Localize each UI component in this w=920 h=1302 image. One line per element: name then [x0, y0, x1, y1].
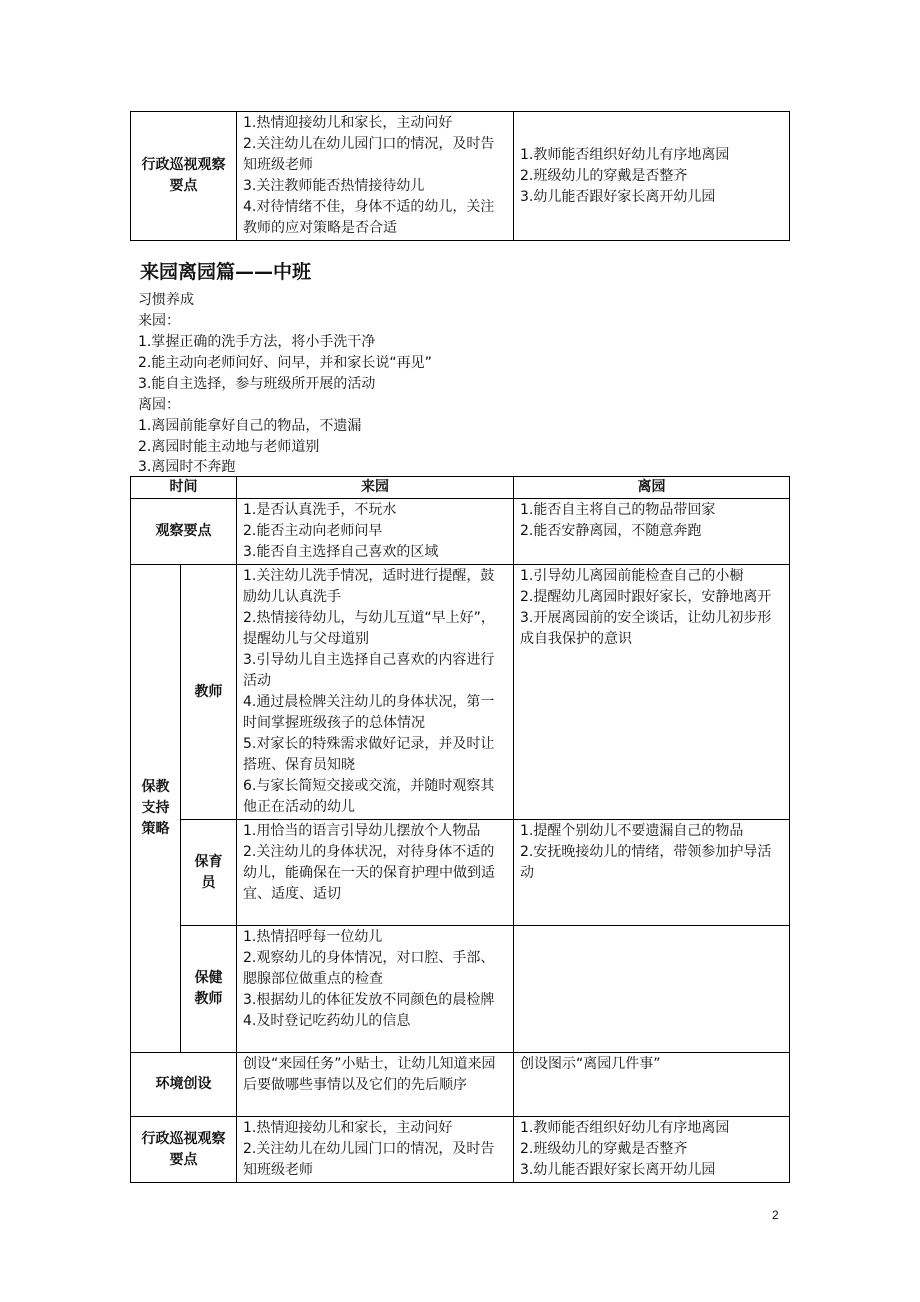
- list-item: 4.及时登记吃药幼儿的信息: [243, 1013, 411, 1029]
- nurse-label-text: 保育员: [194, 853, 223, 891]
- section-subtitle: 习惯养成: [138, 292, 194, 308]
- list-item: 1.引导幼儿离园前能检查自己的小橱: [520, 568, 744, 584]
- header-time: 时间: [131, 477, 237, 499]
- list-item: 2.班级幼儿的穿戴是否整齐: [520, 167, 688, 184]
- list-item: 1.教师能否组织好幼儿有序地离园: [520, 146, 730, 163]
- table-row: [131, 1117, 790, 1183]
- header-arrive: 来园: [237, 477, 514, 499]
- list-item: 3.开展离园前的安全谈话，让幼儿初步形成自我保护的意识: [520, 610, 772, 647]
- list-item: 3.能否自主选择自己喜欢的区域: [243, 544, 439, 560]
- health-label-text: 保健教师: [194, 970, 223, 1007]
- list-item: 2.关注幼儿的身体状况，对待身体不适的幼儿，能确保在一天的保育护理中做到适宜、适度、适切: [243, 844, 495, 902]
- list-item: 3.根据幼儿的体征发放不同颜色的晨检牌: [243, 992, 495, 1008]
- main-table: [130, 476, 790, 1183]
- list-item: 2.能否安静离园，不随意奔跑: [520, 523, 702, 539]
- teacher-leave-cell: [514, 565, 790, 820]
- list-item: 2.能主动向老师问好、问早，并和家长说“再见”: [138, 355, 432, 371]
- nurse-arrive-cell: [237, 820, 514, 926]
- support-label-text: 保教支持策略: [141, 779, 170, 837]
- support-label: [131, 565, 181, 1053]
- environment-label: 环境创设: [131, 1053, 237, 1117]
- list-item: 3.能自主选择，参与班级所开展的活动: [138, 376, 376, 392]
- list-item: 2.离园时能主动地与老师道别: [138, 439, 320, 455]
- list-item: 2.提醒幼儿离园时跟好家长，安静地离开: [520, 589, 772, 605]
- section-title: 来园离园篇——中班: [140, 261, 312, 283]
- list-item: 2.观察幼儿的身体情况，对口腔、手部、腮腺部位做重点的检查: [243, 950, 495, 987]
- list-item: 3.幼儿能否跟好家长离开幼儿园: [520, 1162, 716, 1178]
- leave-label: 离园：: [138, 397, 180, 413]
- inspect-leave-cell: [514, 1117, 790, 1183]
- nurse-leave-cell: [514, 820, 790, 926]
- inspect-label-text: 行政巡视观察要点: [141, 1130, 226, 1168]
- arrive-label: 来园：: [138, 313, 180, 329]
- list-item: 4.对待情绪不佳，身体不适的幼儿，关注教师的应对策略是否合适: [243, 199, 495, 236]
- list-item: 1.能否自主将自己的物品带回家: [520, 502, 716, 518]
- list-item: 3.离园时不奔跑: [138, 459, 236, 475]
- label-text: 行政巡视观察要点: [141, 157, 226, 194]
- table-row: [131, 499, 790, 565]
- observe-leave-cell: [514, 499, 790, 565]
- row-label: [131, 112, 237, 241]
- environment-leave-cell: 创设图示“离园几件事”: [514, 1053, 790, 1117]
- list-item: 1.热情招呼每一位幼儿: [243, 929, 383, 945]
- list-item: 1.热情迎接幼儿和家长，主动问好: [243, 1120, 453, 1136]
- list-item: 3.关注教师能否热情接待幼儿: [243, 178, 425, 194]
- top-inspection-table: [130, 111, 790, 241]
- list-item: 1.教师能否组织好幼儿有序地离园: [520, 1120, 730, 1136]
- list-item: 1.掌握正确的洗手方法，将小手洗干净: [138, 334, 376, 350]
- page-number: 2: [772, 1208, 779, 1222]
- list-item: 5.对家长的特殊需求做好记录，并及时让搭班、保育员知晓: [243, 736, 495, 773]
- list-item: 6.与家长简短交接或交流，并随时观察其他正在活动的幼儿: [243, 778, 495, 815]
- list-item: 2.能否主动向老师问早: [243, 523, 383, 539]
- inspect-label: [131, 1117, 237, 1183]
- list-item: 2.班级幼儿的穿戴是否整齐: [520, 1141, 688, 1157]
- table-row: [131, 820, 790, 926]
- health-arrive-cell: [237, 926, 514, 1053]
- inspect-arrive-cell: [237, 1117, 514, 1183]
- list-item: 2.关注幼儿在幼儿园门口的情况，及时告知班级老师: [243, 1141, 495, 1178]
- health-label: [181, 926, 237, 1053]
- list-item: 3.幼儿能否跟好家长离开幼儿园: [520, 188, 716, 205]
- environment-arrive-cell: 创设“来园任务”小贴士，让幼儿知道来园后要做哪些事情以及它们的先后顺序: [237, 1053, 514, 1117]
- observe-arrive-cell: [237, 499, 514, 565]
- arrive-cell: [237, 112, 514, 241]
- leave-cell: [514, 112, 790, 241]
- list-item: 1.是否认真洗手，不玩水: [243, 502, 397, 518]
- observe-label: 观察要点: [131, 499, 237, 565]
- nurse-label: [181, 820, 237, 926]
- list-item: 4.通过晨检牌关注幼儿的身体状况，第一时间掌握班级孩子的总体情况: [243, 694, 495, 731]
- table-row: [131, 926, 790, 1053]
- list-item: 2.安抚晚接幼儿的情绪，带领参加护导活动: [520, 844, 772, 881]
- list-item: 2.热情接待幼儿，与幼儿互道“早上好”，提醒幼儿与父母道别: [243, 610, 495, 647]
- list-item: 1.提醒个别幼儿不要遗漏自己的物品: [520, 823, 744, 839]
- list-item: 1.用恰当的语言引导幼儿摆放个人物品: [243, 823, 481, 839]
- list-item: 3.引导幼儿自主选择自己喜欢的内容进行活动: [243, 652, 495, 689]
- list-item: 1.热情迎接幼儿和家长，主动问好: [243, 115, 453, 131]
- table-header-row: [131, 477, 790, 499]
- table-row: [131, 1053, 790, 1117]
- list-item: 1.关注幼儿洗手情况，适时进行提醒，鼓励幼儿认真洗手: [243, 568, 495, 605]
- table-row: [131, 565, 790, 820]
- header-leave: 离园: [514, 477, 790, 499]
- list-item: 1.离园前能拿好自己的物品，不遗漏: [138, 418, 362, 434]
- teacher-label: 教师: [181, 565, 237, 820]
- list-item: 2.关注幼儿在幼儿园门口的情况，及时告知班级老师: [243, 136, 495, 173]
- teacher-arrive-cell: [237, 565, 514, 820]
- health-leave-cell: [514, 926, 790, 1053]
